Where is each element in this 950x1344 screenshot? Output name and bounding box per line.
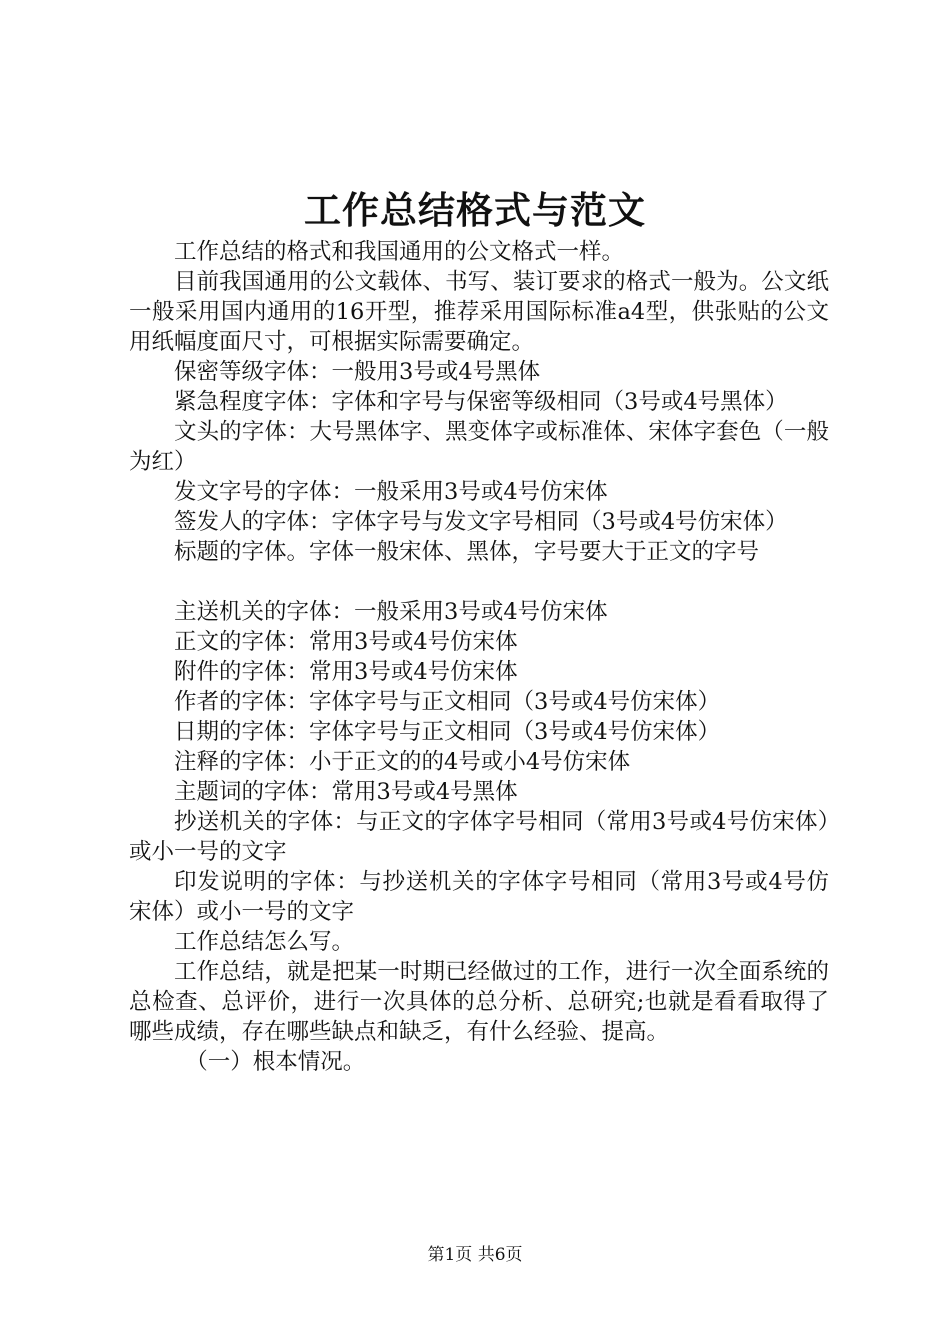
document-body [129,237,829,1077]
paragraph: 主题词的字体：常用3号或4号黑体 [174,779,518,805]
paragraph: 印发说明的字体：与抄送机关的字体字号相同（常用3号或4号仿宋体）或小一号的文字 [129,869,829,925]
paragraph: 抄送机关的字体：与正文的字体字号相同（常用3号或4号仿宋体）或小一号的文字 [129,809,829,865]
paragraph: 正文的字体：常用3号或4号仿宋体 [174,629,518,655]
paragraph: 工作总结怎么写。 [174,929,355,955]
document-title: 工作总结格式与范文 [304,188,646,232]
paragraph: 目前我国通用的公文载体、书写、装订要求的格式一般为。公文纸一般采用国内通用的16开型，推荐采用国际标准a4型，供张贴的公文用纸幅度面尺寸，可根据实际需要确定。 [129,269,829,355]
paragraph: 主送机关的字体：一般采用3号或4号仿宋体 [174,599,608,625]
paragraph: 文头的字体：大号黑体字、黑变体字或标准体、宋体字套色（一般为红） [129,419,829,475]
paragraph: 作者的字体：字体字号与正文相同（3号或4号仿宋体） [174,689,721,715]
paragraph: 标题的字体。字体一般宋体、黑体，字号要大于正文的字号 [174,539,760,565]
section-heading: （一）根本情况。 [185,1049,366,1075]
paragraph: 工作总结的格式和我国通用的公文格式一样。 [174,239,625,265]
paragraph: 保密等级字体：一般用3号或4号黑体 [174,359,541,385]
paragraph: 注释的字体：小于正文的的4号或小4号仿宋体 [174,749,631,775]
page-number-footer: 第1页 共6页 [427,1245,523,1265]
paragraph: 附件的字体：常用3号或4号仿宋体 [174,659,518,685]
paragraph: 紧急程度字体：字体和字号与保密等级相同（3号或4号黑体） [174,389,788,415]
paragraph: 发文字号的字体：一般采用3号或4号仿宋体 [174,479,608,505]
paragraph: 日期的字体：字体字号与正文相同（3号或4号仿宋体） [174,719,721,745]
paragraph: 签发人的字体：字体字号与发文字号相同（3号或4号仿宋体） [174,509,788,535]
paragraph: 工作总结，就是把某一时期已经做过的工作，进行一次全面系统的总检查、总评价，进行一次具体的总分析、总研究;也就是看看取得了哪些成绩，存在哪些缺点和缺乏，有什么经验、提高。 [129,959,829,1045]
